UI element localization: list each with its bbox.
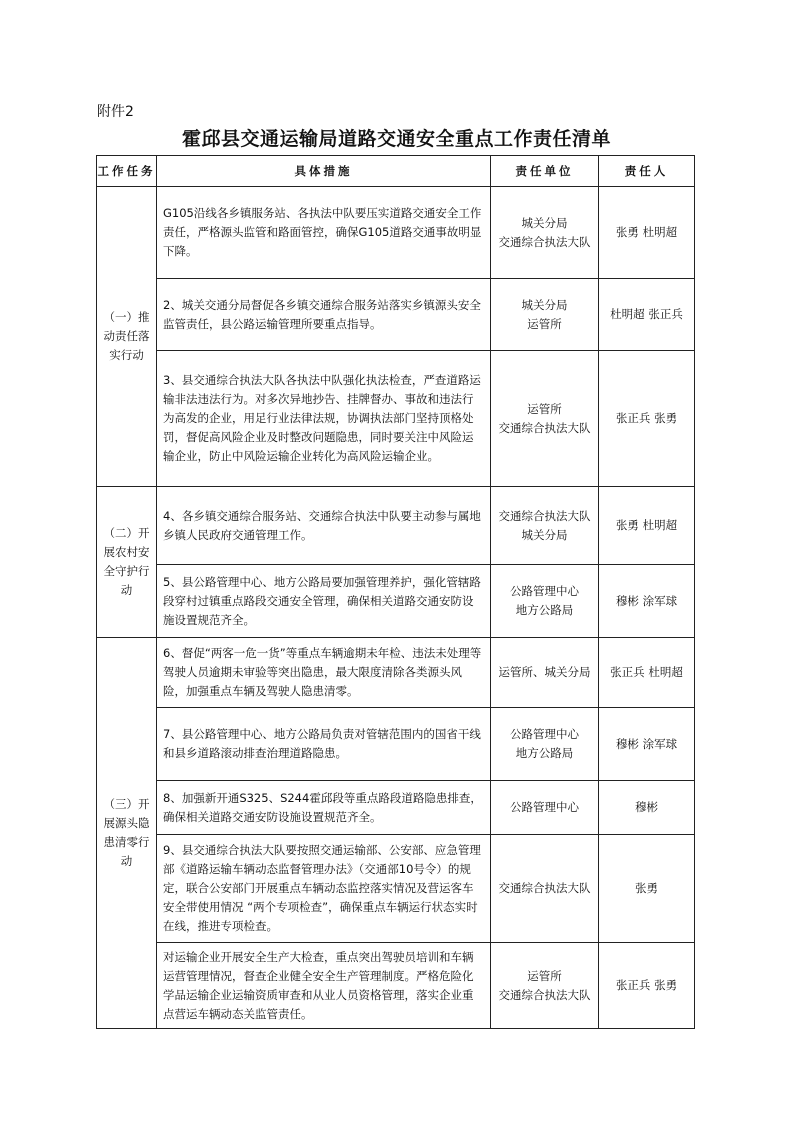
task-cell: （二）开展农村安全守护行动 bbox=[97, 487, 157, 638]
unit-line: 运管所 bbox=[527, 401, 562, 416]
unit-line: 城关分局 bbox=[521, 297, 568, 312]
person-cell: 张勇 杜明超 bbox=[599, 487, 695, 565]
unit-line: 公路管理中心 bbox=[510, 727, 579, 741]
table-row bbox=[97, 279, 695, 351]
measure-cell: 4、各乡镇交通综合服务站、交通综合执法中队要主动参与属地乡镇人民政府交通管理工作。 bbox=[157, 487, 491, 565]
unit-line: 交通综合执法大队 bbox=[498, 508, 591, 523]
measure-cell: 8、加强新开通S325、S244霍邱段等重点路段道路隐患排查，确保相关道路交通安防设施设置规范齐全。 bbox=[157, 781, 491, 835]
person-cell: 张勇 杜明超 bbox=[599, 187, 695, 279]
unit-line: 交通综合执法大队 bbox=[498, 234, 591, 249]
person-cell: 张正兵 张勇 bbox=[599, 351, 695, 487]
unit-line: 地方公路局 bbox=[515, 603, 574, 617]
person-cell: 张勇 bbox=[599, 835, 695, 943]
table-row bbox=[97, 638, 695, 708]
unit-cell bbox=[491, 279, 599, 351]
table-row bbox=[97, 487, 695, 565]
table-row bbox=[97, 781, 695, 835]
person-cell: 穆彬 bbox=[599, 781, 695, 835]
measure-cell: 3、县交通综合执法大队各执法中队强化执法检查，严查道路运输非法违法行为。对多次异地抄告、挂牌督办、事故和违法行为高发的企业，用足行业法律法规，协调执法部门坚持顶格处罚，督促高风险企业及时整改问题隐患，同时要关注中风险运输企业，防止中风险运输企业转化为高风险运输企业。 bbox=[157, 351, 491, 487]
unit-cell bbox=[491, 187, 599, 279]
table-row bbox=[97, 351, 695, 487]
unit-line: 城关分局 bbox=[521, 215, 568, 230]
unit-cell bbox=[491, 565, 599, 638]
measure-cell: 2、城关交通分局督促各乡镇交通综合服务站落实乡镇源头安全监管责任，县公路运输管理所要重点指导。 bbox=[157, 279, 491, 351]
unit-line: 公路管理中心 bbox=[510, 584, 579, 598]
person-cell: 穆彬 涂军球 bbox=[599, 565, 695, 638]
table-row bbox=[97, 708, 695, 781]
task-cell: （三）开展源头隐患清零行动 bbox=[97, 638, 157, 1029]
unit-line: 交通综合执法大队 bbox=[498, 881, 591, 895]
unit-cell bbox=[491, 781, 599, 835]
measure-cell: 6、督促“两客一危一货”等重点车辆逾期未年检、违法未处理等驾驶人员逾期未审验等突出隐患，最大限度清除各类源头风险，加强重点车辆及驾驶人隐患清零。 bbox=[157, 638, 491, 708]
unit-line: 交通综合执法大队 bbox=[498, 987, 591, 1002]
unit-cell bbox=[491, 638, 599, 708]
unit-line: 地方公路局 bbox=[515, 746, 574, 760]
column-header-person: 责任人 bbox=[599, 156, 695, 187]
table-row bbox=[97, 565, 695, 638]
table-row bbox=[97, 943, 695, 1029]
table-row bbox=[97, 187, 695, 279]
unit-line: 交通综合执法大队 bbox=[498, 420, 591, 435]
attachment-label: 附件2 bbox=[97, 104, 134, 120]
measure-cell: 5、县公路管理中心、地方公路局要加强管理养护，强化管辖路段穿村过镇重点路段交通安全管理，确保相关道路交通安防设施设置规范齐全。 bbox=[157, 565, 491, 638]
task-cell: （一）推动责任落实行动 bbox=[97, 187, 157, 487]
unit-line: 运管所、城关分局 bbox=[498, 665, 591, 679]
unit-cell bbox=[491, 351, 599, 487]
responsibility-table bbox=[96, 155, 695, 1029]
unit-cell bbox=[491, 835, 599, 943]
column-header-task: 工作任务 bbox=[97, 156, 157, 187]
unit-line: 城关分局 bbox=[521, 527, 568, 542]
person-cell: 穆彬 涂军球 bbox=[599, 708, 695, 781]
unit-cell bbox=[491, 943, 599, 1029]
person-cell: 张正兵 张勇 bbox=[599, 943, 695, 1029]
measure-cell: G105沿线各乡镇服务站、各执法中队要压实道路交通安全工作责任，严格源头监管和路面管控，确保G105道路交通事故明显下降。 bbox=[157, 187, 491, 279]
column-header-unit: 责任单位 bbox=[491, 156, 599, 187]
measure-cell: 9、县交通综合执法大队要按照交通运输部、公安部、应急管理部《道路运输车辆动态监督管理办法》（交通部10号令）的规定，联合公安部门开展重点车辆动态监控落实情况及营运客车安全带使用情况 “两个专项检查”，确保重点车辆运行状态实时在线，推进专项检查。 bbox=[157, 835, 491, 943]
person-cell: 张正兵 杜明超 bbox=[599, 638, 695, 708]
unit-cell bbox=[491, 708, 599, 781]
column-header-measure: 具体措施 bbox=[157, 156, 491, 187]
table-row bbox=[97, 835, 695, 943]
unit-line: 运管所 bbox=[527, 968, 562, 983]
document-title: 霍邱县交通运输局道路交通安全重点工作责任清单 bbox=[181, 128, 611, 150]
table-header-row bbox=[97, 156, 695, 187]
person-cell: 杜明超 张正兵 bbox=[599, 279, 695, 351]
unit-line: 公路管理中心 bbox=[510, 800, 579, 814]
unit-cell bbox=[491, 487, 599, 565]
unit-line: 运管所 bbox=[527, 316, 562, 331]
measure-cell: 对运输企业开展安全生产大检查，重点突出驾驶员培训和车辆运营管理情况，督查企业健全安全生产管理制度。严格危险化学品运输企业运输资质审查和从业人员资格管理，落实企业重点营运车辆动态关监管责任。 bbox=[157, 943, 491, 1029]
measure-cell: 7、县公路管理中心、地方公路局负责对管辖范围内的国省干线和县乡道路滚动排查治理道路隐患。 bbox=[157, 708, 491, 781]
